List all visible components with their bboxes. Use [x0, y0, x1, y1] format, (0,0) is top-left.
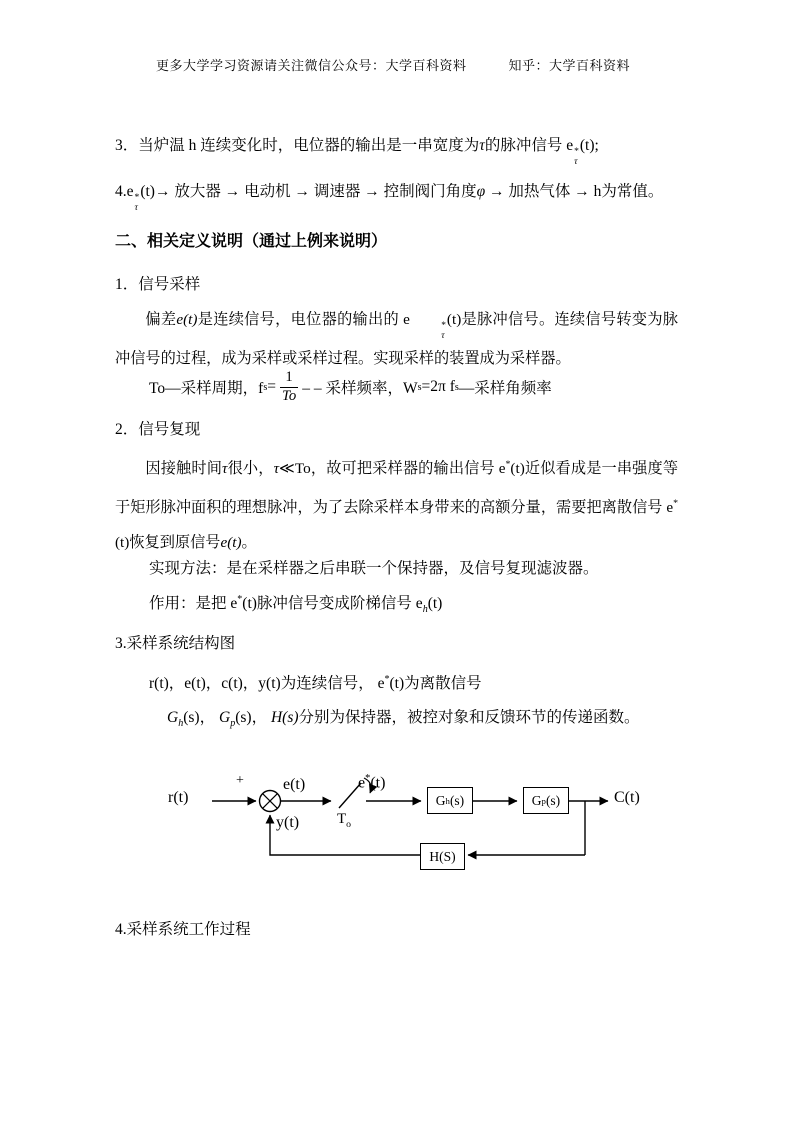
tau-symbol: τ [479, 137, 485, 154]
superscript-star: * [134, 192, 140, 204]
text-run: (t)为离散信号 [389, 675, 482, 692]
line-function [149, 591, 442, 615]
tau-symbol: τ [222, 460, 228, 478]
diagram-label-sample-period [337, 811, 351, 830]
sup-sub-star-tau [411, 322, 446, 341]
diagram-label-r: r(t) [168, 789, 189, 806]
phi-symbol: φ [476, 183, 486, 200]
text-run: ， [199, 709, 219, 726]
diagram-plus-sign: + [236, 773, 244, 788]
math-g: G [167, 709, 179, 726]
superscript-star: * [505, 459, 511, 470]
text-run: 是连续信号，电位器的输出的 e [197, 311, 410, 328]
text-run: (t)恢复到原信号 [115, 534, 221, 552]
block-gp [523, 787, 569, 814]
text-run: —采样角频率 [458, 380, 552, 398]
tau-symbol: τ [273, 460, 280, 478]
text-run: 因接触时间 [145, 460, 223, 478]
math-et: e(t) [220, 534, 242, 552]
section-heading: 二、相关定义说明（通过上例来说明） [115, 233, 388, 250]
text-run: =2π f [421, 378, 455, 396]
diagram-label-y: y(t) [276, 814, 300, 831]
text-run: To—采样周期，f [149, 380, 264, 398]
sup-sub-star-tau [135, 193, 140, 212]
text-run: 3．当炉温 h 连续变化时，电位器的输出是一串宽度为 [115, 137, 480, 154]
superscript-star: * [365, 773, 371, 784]
text-run: ≪To，故可把采样器的输出信号 e [279, 460, 506, 478]
formula-sampling-frequency [149, 369, 552, 405]
subscript-p: p [541, 795, 546, 806]
text-run: (t) [370, 774, 386, 792]
diagram-label-c: C(t) [614, 789, 640, 806]
subsection-title-sampling: 1．信号采样 [115, 276, 201, 293]
subscript-s: s [263, 381, 268, 393]
text-run: e [358, 774, 366, 792]
subscript-tau: τ [134, 201, 138, 213]
text-run: (s) [545, 792, 561, 808]
fraction-1-over-to [280, 369, 298, 405]
text-run: (t)近似看成是一串强度等于矩形脉冲面积的理想脉冲，为了去除采样本身带来的高额分量，需要把离散信号 e [115, 460, 679, 517]
text-run: H(S) [429, 848, 456, 864]
text-run: 作用：是把 e [149, 595, 238, 612]
subsection-title-reproduction: 2．信号复现 [115, 421, 201, 438]
text-run: 很小， [227, 460, 274, 478]
text-run: (s) [183, 709, 200, 726]
math-et: e(t) [176, 311, 198, 328]
subscript-h: h [445, 795, 450, 806]
block-diagram [0, 763, 793, 893]
header-wechat-text: 更多大学学习资源请关注微信公众号：大学百科资料 [156, 58, 467, 73]
fraction-denominator: To [281, 387, 297, 404]
subscript-tau: τ [441, 330, 445, 341]
subsection-title-structure: 3.采样系统结构图 [115, 635, 236, 652]
text-run: 偏差 [145, 311, 177, 328]
text-run: G [435, 792, 446, 808]
paragraph-reproduction [115, 447, 678, 560]
math-g: G [218, 709, 231, 726]
page-header [156, 55, 630, 74]
subsection-title-process: 4.采样系统工作过程 [115, 921, 251, 938]
superscript-star: * [574, 146, 579, 158]
text-run: (t)脉冲信号变成阶梯信号 e [242, 595, 423, 612]
text-run: = [267, 378, 276, 396]
subscript-o: o [346, 819, 352, 830]
diagram-lines [0, 763, 793, 893]
line-signals [149, 671, 482, 693]
subscript-s: s [417, 381, 422, 393]
subscript-tau: τ [574, 155, 578, 167]
header-zhihu-text: 知乎：大学百科资料 [508, 58, 631, 73]
superscript-star: * [384, 673, 390, 685]
fraction-numerator: 1 [280, 369, 297, 388]
text-run: (s) [449, 792, 465, 808]
paragraph-item-4 [115, 179, 663, 213]
subscript-p: p [230, 718, 236, 730]
sup-sub-star-tau [574, 147, 579, 166]
superscript-star: * [673, 498, 678, 510]
text-run: (t)→ 放大器 → 电动机 → 调速器 → 控制阀门角度 [140, 183, 477, 200]
line-transfer-functions [167, 705, 640, 729]
text-run: (t); [579, 137, 599, 154]
block-h [420, 843, 465, 870]
diagram-label-e: e(t) [283, 776, 306, 793]
text-run: r(t)，e(t)，c(t)，y(t)为连续信号， e [149, 675, 385, 692]
block-gh [427, 787, 473, 814]
text-run: T [337, 811, 347, 827]
text-run: 的脉冲信号 e [484, 137, 574, 154]
math-h: H(s) [270, 709, 299, 726]
text-run: (t)是脉冲信号。连续信号转变为脉冲信号的过程，成为采样或采样过程。实现采样的装置成为采样器。 [115, 311, 678, 368]
text-run: – – 采样频率，W [302, 380, 418, 398]
text-run: 。 [241, 534, 257, 552]
text-run: 4.e [115, 183, 134, 200]
diagram-label-e-star [358, 773, 385, 792]
text-run: (s) [235, 709, 252, 726]
text-run: (t) [427, 595, 443, 612]
text-run: ， [251, 709, 271, 726]
paragraph-item-3 [115, 133, 599, 167]
text-run: → 加热气体 → h为常值。 [485, 183, 664, 200]
superscript-star: * [237, 593, 243, 605]
superscript-star: * [441, 321, 446, 332]
text-run: G [531, 792, 542, 808]
subscript-h: h [178, 718, 184, 730]
subscript-h: h [422, 604, 428, 616]
text-run: 分别为保持器，被控对象和反馈环节的传递函数。 [298, 709, 640, 726]
subscript-s: s [454, 381, 459, 393]
paragraph-sampling [115, 302, 678, 376]
line-method: 实现方法：是在采样器之后串联一个保持器，及信号复现滤波器。 [149, 560, 599, 577]
